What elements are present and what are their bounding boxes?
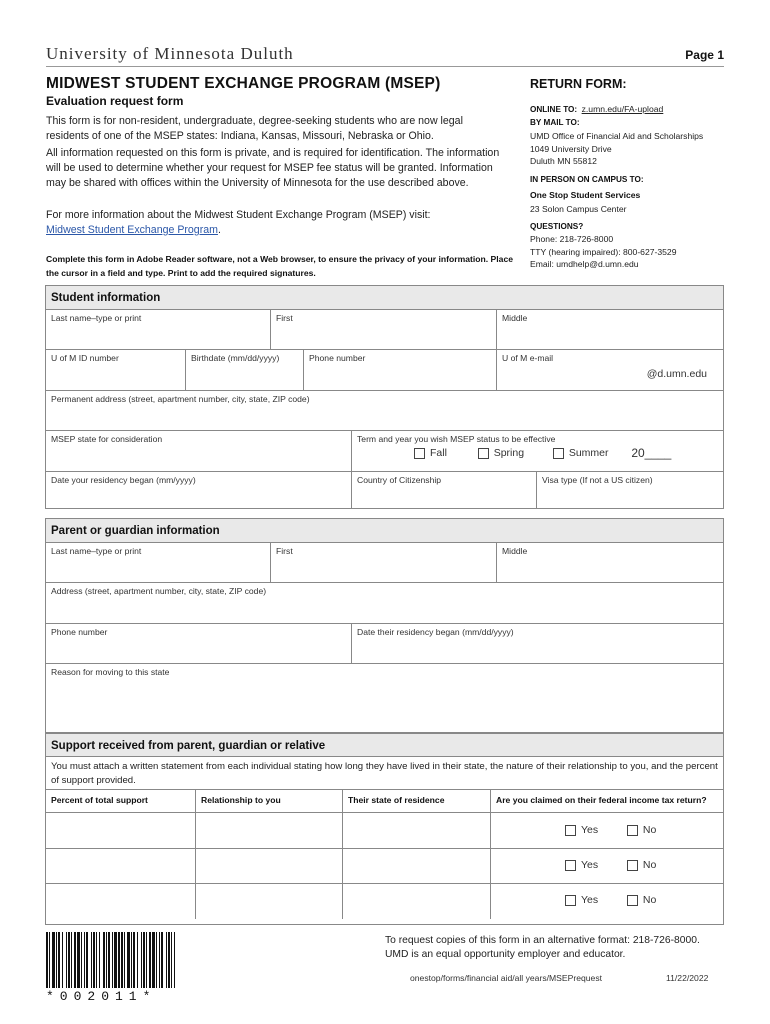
yes-checkbox[interactable]: [565, 860, 576, 871]
term-year-field[interactable]: 20____: [631, 446, 672, 460]
online-label: ONLINE TO:: [530, 105, 578, 114]
online-to: [530, 99, 663, 117]
barcode-bar: [166, 932, 167, 988]
parent-last-name-field[interactable]: Last name–type or print: [46, 543, 271, 582]
permanent-address-field[interactable]: Permanent address (street, apartment number, city, state, ZIP code): [51, 394, 310, 404]
barcode-bar: [108, 932, 110, 988]
question-line: Phone: 218-726-8000: [530, 234, 614, 244]
birthdate-field[interactable]: Birthdate (mm/dd/yyyy): [186, 350, 304, 390]
barcode-bar: [106, 932, 107, 988]
col-percent: Percent of total support: [46, 790, 196, 812]
parent-residency-date-field[interactable]: Date their residency began (mm/dd/yyyy): [357, 627, 514, 637]
barcode-bar: [46, 932, 48, 988]
umid-field[interactable]: U of M ID number: [46, 350, 186, 390]
spring-label: Spring: [493, 447, 525, 459]
question-line: TTY (hearing impaired): 800-627-3529: [530, 246, 677, 257]
student-phone-field[interactable]: Phone number: [304, 350, 497, 390]
barcode-bar: [68, 932, 70, 988]
spring-checkbox[interactable]: [478, 448, 489, 459]
residency-date-field[interactable]: Date your residency began (mm/yyyy): [46, 472, 352, 509]
term-field: [352, 431, 723, 471]
reason-for-moving-field[interactable]: Reason for moving to this state: [51, 667, 170, 677]
alt-format-line: To request copies of this form in an alternative format: 218-726-8000.: [385, 935, 700, 946]
barcode-bar: [159, 932, 160, 988]
parent-middle-name-field[interactable]: Middle: [502, 546, 528, 556]
barcode-bar: [131, 932, 132, 988]
barcode-bar: [96, 932, 97, 988]
parent-phone-row: [46, 624, 723, 664]
barcode-bar: [121, 932, 123, 988]
yes-checkbox[interactable]: [565, 895, 576, 906]
barcode-bar: [143, 932, 145, 988]
no-label: No: [642, 859, 657, 871]
barcode-bar: [81, 932, 82, 988]
university-name: University of Minnesota Duluth: [46, 44, 294, 63]
campus-name: One Stop Student Services: [530, 190, 641, 200]
barcode-bar: [49, 932, 50, 988]
no-label: No: [642, 894, 657, 906]
student-last-name-field[interactable]: Last name–type or print: [46, 310, 271, 349]
fall-checkbox[interactable]: [414, 448, 425, 459]
state-field[interactable]: [343, 813, 491, 848]
no-checkbox[interactable]: [627, 895, 638, 906]
email-field[interactable]: [497, 350, 723, 390]
footer-info: [385, 934, 700, 962]
citizenship-field[interactable]: Country of Citizenship: [352, 472, 537, 509]
support-instruction: You must attach a written statement from each individual stating how long they have lived in their state, the nature of their relationship to you, and the percent of support provided.: [51, 761, 718, 786]
student-first-name-field[interactable]: First: [271, 310, 497, 349]
state-field[interactable]: [343, 884, 491, 919]
return-form-title: RETURN FORM:: [530, 77, 627, 91]
percent-field[interactable]: [46, 884, 196, 919]
barcode-bar: [146, 932, 147, 988]
barcode-bar: [156, 932, 157, 988]
no-checkbox[interactable]: [627, 825, 638, 836]
percent-field[interactable]: [46, 813, 196, 848]
email-label: U of M e-mail: [502, 353, 554, 363]
mail-label: BY MAIL TO:: [530, 118, 580, 127]
summer-label: Summer: [568, 447, 609, 459]
col-state: Their state of residence: [343, 790, 491, 812]
parent-heading: Parent or guardian information: [46, 519, 723, 543]
intro-paragraph-2: All information requested on this form is private, and is required for identification. The information will be used to determine whether your request for MSEP fee status will be granted. Information may be shared with offices within the University of Minnesota for the use described above.: [46, 147, 500, 189]
msep-state-field[interactable]: MSEP state for consideration: [46, 431, 352, 471]
fall-label: Fall: [430, 447, 447, 459]
barcode-bar: [161, 932, 163, 988]
relationship-field[interactable]: [196, 813, 343, 848]
header-divider: [46, 66, 724, 67]
intro-more-info: For more information about the Midwest Student Exchange Program (MSEP) visit:: [46, 209, 431, 221]
parent-name-row: [46, 543, 723, 583]
yes-label: Yes: [581, 859, 599, 871]
barcode-bar: [174, 932, 175, 988]
question-line: Email: umdhelp@d.umn.edu: [530, 259, 639, 269]
no-label: No: [642, 824, 657, 836]
student-section: [45, 285, 724, 509]
barcode-bar: [52, 932, 55, 988]
barcode-text: *002011*: [46, 989, 157, 1004]
claimed-field: [491, 884, 723, 919]
claimed-field: [491, 849, 723, 883]
upload-link[interactable]: z.umn.edu/FA-upload: [581, 104, 664, 114]
intro-paragraph-3: For more information about the Midwest Student Exchange Program (MSEP) visit: Midwest Student Exchange Program.: [46, 209, 431, 236]
visa-type-field[interactable]: Visa type (If not a US citizen): [542, 475, 653, 485]
barcode-bar: [66, 932, 67, 988]
barcode-bar: [118, 932, 120, 988]
student-middle-name-field[interactable]: Middle: [502, 313, 528, 323]
questions-label: QUESTIONS?: [530, 222, 584, 231]
parent-phone-field[interactable]: Phone number: [46, 624, 352, 663]
barcode-bar: [86, 932, 88, 988]
support-row: [46, 849, 723, 884]
barcode-bar: [127, 932, 130, 988]
support-section: [45, 733, 724, 925]
email-suffix: @d.umn.edu: [646, 368, 707, 380]
student-address-row: [46, 391, 723, 431]
barcode-bar: [137, 932, 138, 988]
barcode-bar: [141, 932, 142, 988]
barcode-bar: [133, 932, 135, 988]
support-row: [46, 884, 723, 919]
summer-checkbox[interactable]: [553, 448, 564, 459]
percent-field[interactable]: [46, 849, 196, 883]
form-date: 11/22/2022: [666, 973, 709, 983]
student-name-row: [46, 310, 723, 350]
form-subtitle: Evaluation request form: [46, 94, 184, 108]
term-options: [414, 446, 671, 460]
barcode-bar: [149, 932, 151, 988]
campus-label: IN PERSON ON CAMPUS TO:: [530, 175, 644, 184]
msep-link[interactable]: Midwest Student Exchange Program: [46, 224, 218, 236]
barcode-bar: [84, 932, 85, 988]
page-number: Page 1: [685, 48, 724, 62]
barcode-bar: [171, 932, 172, 988]
form-title: MIDWEST STUDENT EXCHANGE PROGRAM (MSEP): [46, 75, 441, 92]
barcode-bar: [77, 932, 80, 988]
barcode-bar: [168, 932, 170, 988]
relationship-field[interactable]: [196, 884, 343, 919]
barcode-bar: [152, 932, 155, 988]
student-heading: Student information: [46, 286, 723, 310]
eo-line: UMD is an equal opportunity employer and educator.: [385, 949, 626, 960]
barcode-bar: [93, 932, 95, 988]
mail-line: Duluth MN 55812: [530, 156, 597, 166]
support-header-row: [46, 789, 723, 813]
campus-line: 23 Solon Campus Center: [530, 204, 627, 214]
student-id-row: [46, 350, 723, 391]
parent-first-name-field[interactable]: First: [271, 543, 497, 582]
yes-label: Yes: [581, 824, 599, 836]
form-path: onestop/forms/financial aid/all years/MSEPrequest: [410, 973, 603, 983]
mail-line: UMD Office of Financial Aid and Scholarships: [530, 131, 704, 141]
term-label: Term and year you wish MSEP status to be effective: [357, 434, 556, 444]
student-term-row: [46, 431, 723, 472]
mail-address: [530, 130, 703, 168]
student-residency-row: [46, 472, 723, 509]
parent-address-field[interactable]: Address (street, apartment number, city, state, ZIP code): [51, 586, 267, 596]
adobe-note: Complete this form in Adobe Reader software, not a Web browser, to ensure the privacy of your information. Place the cursor in a field and type. Print to add the required signatures.: [46, 254, 514, 278]
barcode-bar: [62, 932, 63, 988]
mail-line: 1049 University Drive: [530, 143, 612, 154]
claimed-field: [491, 813, 723, 848]
relationship-field[interactable]: [196, 849, 343, 883]
barcode-bar: [56, 932, 57, 988]
state-field[interactable]: [343, 849, 491, 883]
barcode-image: [46, 932, 178, 988]
parent-reason-row: [46, 664, 723, 732]
barcode-bar: [74, 932, 76, 988]
parent-section: [45, 518, 724, 733]
barcode-bar: [58, 932, 60, 988]
questions-info: [530, 233, 677, 271]
barcode-bar: [103, 932, 105, 988]
barcode-bar: [91, 932, 92, 988]
yes-checkbox[interactable]: [565, 825, 576, 836]
barcode-bar: [71, 932, 72, 988]
col-relationship: Relationship to you: [196, 790, 343, 812]
col-claimed: Are you claimed on their federal income tax return?: [496, 795, 707, 805]
barcode-bar: [99, 932, 100, 988]
no-checkbox[interactable]: [627, 860, 638, 871]
barcode-bar: [114, 932, 117, 988]
parent-address-row: [46, 583, 723, 624]
support-row: [46, 813, 723, 849]
barcode-bar: [124, 932, 125, 988]
barcode-bar: [112, 932, 113, 988]
support-heading: Support received from parent, guardian or relative: [46, 733, 723, 757]
intro-paragraph-1: This form is for non-resident, undergraduate, degree-seeking students who are now legal residents of one of the MSEP states: Indiana, Kansas, Missouri, Nebraska or Ohio.: [46, 115, 463, 142]
yes-label: Yes: [581, 894, 599, 906]
